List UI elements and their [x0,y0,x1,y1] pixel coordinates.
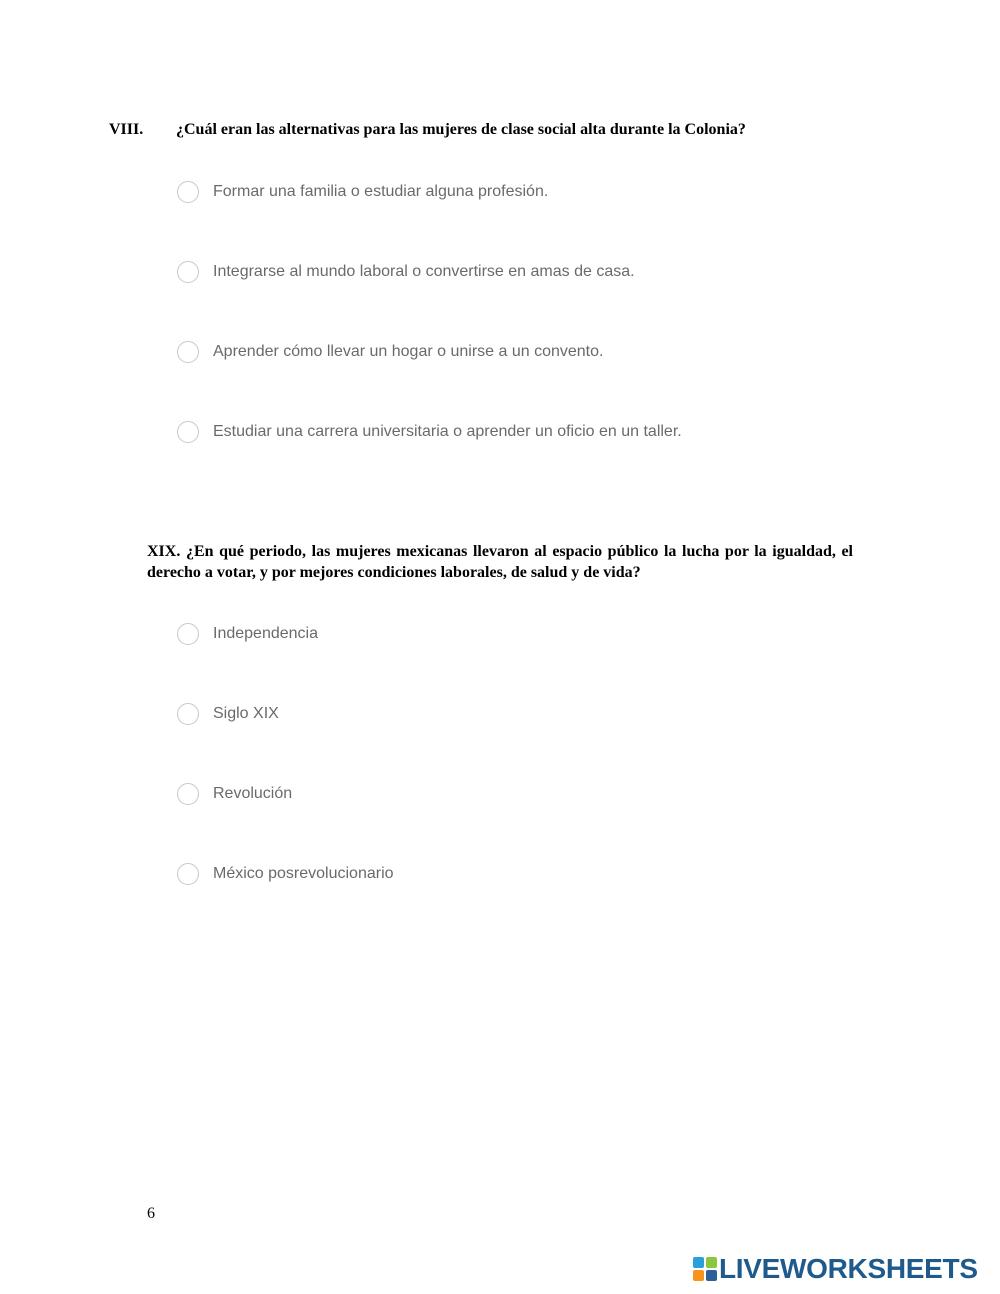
logo-text: LIVEWORKSHEETS [719,1253,978,1284]
q1-option-4-label: Estudiar una carrera universitaria o aprender un oficio en un taller. [213,423,682,440]
q1-option-2[interactable] [177,259,635,285]
radio-button[interactable] [177,421,199,443]
radio-button[interactable] [177,261,199,283]
q1-option-3-label: Aprender cómo llevar un hogar o unirse a un convento. [213,343,604,360]
page-number: 6 [147,1205,155,1222]
question-2-title [147,541,853,583]
q2-option-3[interactable] [177,781,292,807]
q1-option-3[interactable] [177,339,603,365]
q2-option-2[interactable] [177,701,279,727]
question-1-text: ¿Cuál eran las alternativas para las mujeres de clase social alta durante la Colonia? [176,121,746,138]
liveworksheets-logo [693,1254,978,1284]
q1-option-2-label: Integrarse al mundo laboral o convertirse en amas de casa. [213,263,635,280]
radio-button[interactable] [177,623,199,645]
q2-option-2-label: Siglo XIX [213,705,279,722]
q2-option-1-label: Independencia [213,625,318,642]
question-1-number: VIII. [109,121,144,138]
radio-button[interactable] [177,703,199,725]
radio-button[interactable] [177,181,199,203]
q2-option-4[interactable] [177,861,394,887]
radio-button[interactable] [177,783,199,805]
radio-button[interactable] [177,863,199,885]
q2-option-3-label: Revolución [213,785,293,802]
question-2-number: XIX. [147,543,181,560]
q1-option-1-label: Formar una familia o estudiar alguna profesión. [213,183,549,200]
q1-option-4[interactable] [177,419,682,445]
logo-mark-icon [693,1257,717,1281]
question-2-text: ¿En qué periodo, las mujeres mexicanas llevaron al espacio público la lucha por la igualdad, el derecho a votar, y por mejores condiciones laborales, de salud y de vida? [147,543,854,581]
q2-option-1[interactable] [177,621,318,647]
q2-option-4-label: México posrevolucionario [213,865,394,882]
radio-button[interactable] [177,341,199,363]
q1-option-1[interactable] [177,179,548,205]
question-1-title [109,119,869,140]
